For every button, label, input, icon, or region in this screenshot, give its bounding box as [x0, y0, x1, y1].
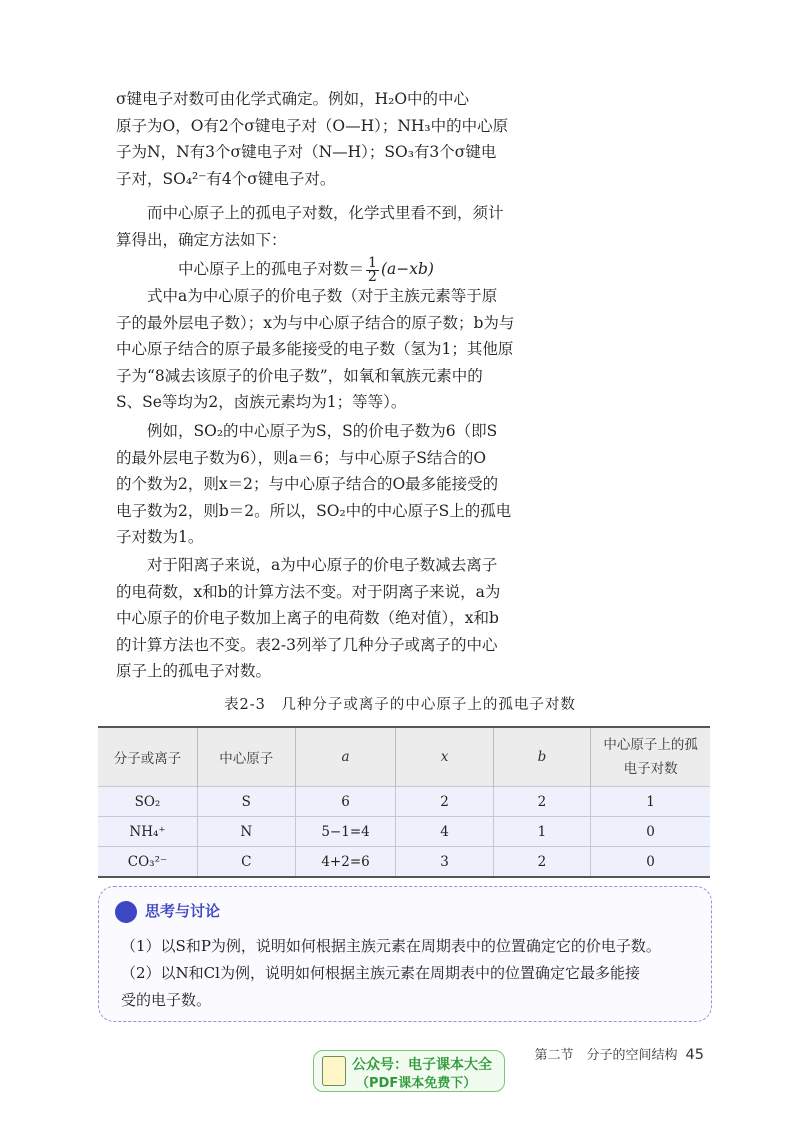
discussion-question-2: （2）以N和Cl为例，说明如何根据主族元素在周期表中的位置确定它最多能接 — [121, 964, 640, 982]
header-a: a — [295, 727, 396, 787]
text-line: 对于阳离子来说，a为中心原子的价电子数减去离子 — [116, 556, 498, 574]
discussion-question-2-cont: 受的电子数。 — [121, 991, 212, 1009]
table-cell: N — [197, 817, 295, 847]
table-cell: 1 — [591, 787, 710, 817]
header-molecule-or-ion: 分子或离子 — [98, 727, 197, 787]
text-line: 例如，SO₂的中心原子为S，S的价电子数为6（即S — [116, 422, 498, 440]
text-line: S、Se等均为2，卤族元素均为1；等等）。 — [116, 393, 407, 411]
table-cell: C — [197, 847, 295, 878]
text-line: 算得出，确定方法如下： — [116, 230, 287, 249]
text-line: 原子为O，O有2个σ键电子对（O—H）；NH₃中的中心原 — [116, 116, 509, 135]
table-cell: 5−1=4 — [295, 817, 396, 847]
table-cell: 2 — [493, 847, 590, 878]
table-row — [98, 817, 710, 847]
lone-pair-formula — [178, 256, 434, 284]
paragraph-sigma-bonds — [116, 86, 509, 192]
page-footer — [535, 1044, 704, 1063]
fraction — [366, 254, 379, 285]
table-cell: 3 — [396, 847, 493, 878]
text-line: 的个数为2，则x＝2；与中心原子结合的O最多能接受的 — [116, 475, 499, 493]
table-cell: 6 — [295, 787, 396, 817]
header-lone-pairs: 中心原子上的孤电子对数 — [591, 727, 710, 787]
text-line: σ键电子对数可由化学式确定。例如，H₂O中的中心 — [116, 90, 470, 108]
table-caption: 表2-3 几种分子或离子的中心原子上的孤电子对数 — [224, 697, 576, 713]
paragraph-ions — [116, 552, 500, 685]
text-line: 子为N，N有3个σ键电子对（N—H）；SO₃有3个σ键电 — [116, 143, 497, 161]
paragraph-so2-example — [116, 418, 512, 551]
table-header-row — [98, 727, 710, 787]
text-line: 而中心原子上的孤电子对数，化学式里看不到，须计 — [116, 204, 504, 222]
text-line: 电子数为2，则b＝2。所以，SO₂中的中心原子S上的孤电 — [116, 501, 512, 520]
formula-prefix: 中心原子上的孤电子对数＝ — [178, 260, 365, 278]
text-line: 的计算方法也不变。表2-3列举了几种分子或离子的中心 — [116, 635, 498, 654]
fraction-numerator: 1 — [368, 254, 377, 271]
discussion-box — [98, 886, 712, 1022]
table-cell: 0 — [591, 847, 710, 878]
table-cell: 1 — [493, 817, 590, 847]
table-cell: CO₃²⁻ — [98, 847, 197, 878]
fraction-denominator: 2 — [368, 268, 377, 285]
book-logo-icon — [322, 1056, 346, 1086]
text-line: 中心原子结合的原子最多能接受的电子数（氢为1；其他原 — [116, 340, 514, 358]
watermark-stamp — [313, 1050, 505, 1092]
text-line: 的最外层电子数为6），则a＝6；与中心原子S结合的O — [116, 448, 487, 467]
section-title: 第二节 分子的空间结构 — [534, 1048, 678, 1063]
table-cell: 4 — [396, 817, 493, 847]
table-cell: 2 — [396, 787, 493, 817]
header-b: b — [493, 727, 590, 787]
paragraph-lone-pairs-intro — [116, 200, 504, 253]
paragraph-variable-definitions — [116, 283, 515, 416]
lone-pair-table — [98, 726, 710, 878]
table-cell: NH₄⁺ — [98, 817, 197, 847]
table-cell: 0 — [591, 817, 710, 847]
text-line: 子对，SO₄²⁻有4个σ键电子对。 — [116, 169, 336, 188]
table-cell: 2 — [493, 787, 590, 817]
discussion-bullet-icon — [115, 901, 137, 923]
table-row — [98, 847, 710, 878]
text-line: 子的最外层电子数）；x为与中心原子结合的原子数；b为与 — [116, 313, 515, 332]
table-cell: 4+2=6 — [295, 847, 396, 878]
formula-suffix: (a−xb) — [380, 260, 434, 278]
header-x: x — [396, 727, 493, 787]
stamp-line-2: （PDF课本免费下） — [356, 1076, 477, 1091]
text-line: 子对数为1。 — [116, 528, 204, 546]
stamp-line-1: 公众号：电子课本大全 — [352, 1057, 492, 1073]
header-central-atom: 中心原子 — [197, 727, 295, 787]
table-row — [98, 787, 710, 817]
text-line: 原子上的孤电子对数。 — [116, 662, 272, 680]
table-cell: SO₂ — [98, 787, 197, 817]
text-line: 的电荷数，x和b的计算方法不变。对于阴离子来说，a为 — [116, 582, 501, 601]
text-line: 中心原子的价电子数加上离子的电荷数（绝对值），x和b — [116, 609, 499, 627]
discussion-title: 思考与讨论 — [145, 902, 221, 920]
table-cell: S — [197, 787, 295, 817]
page-number: 45 — [685, 1047, 704, 1063]
text-line: 式中a为中心原子的价电子数（对于主族元素等于原 — [116, 287, 498, 305]
discussion-question-1: （1）以S和P为例，说明如何根据主族元素在周期表中的位置确定它的价电子数。 — [121, 937, 661, 955]
text-line: 子为“8减去该原子的价电子数”，如氧和氧族元素中的 — [116, 366, 483, 385]
